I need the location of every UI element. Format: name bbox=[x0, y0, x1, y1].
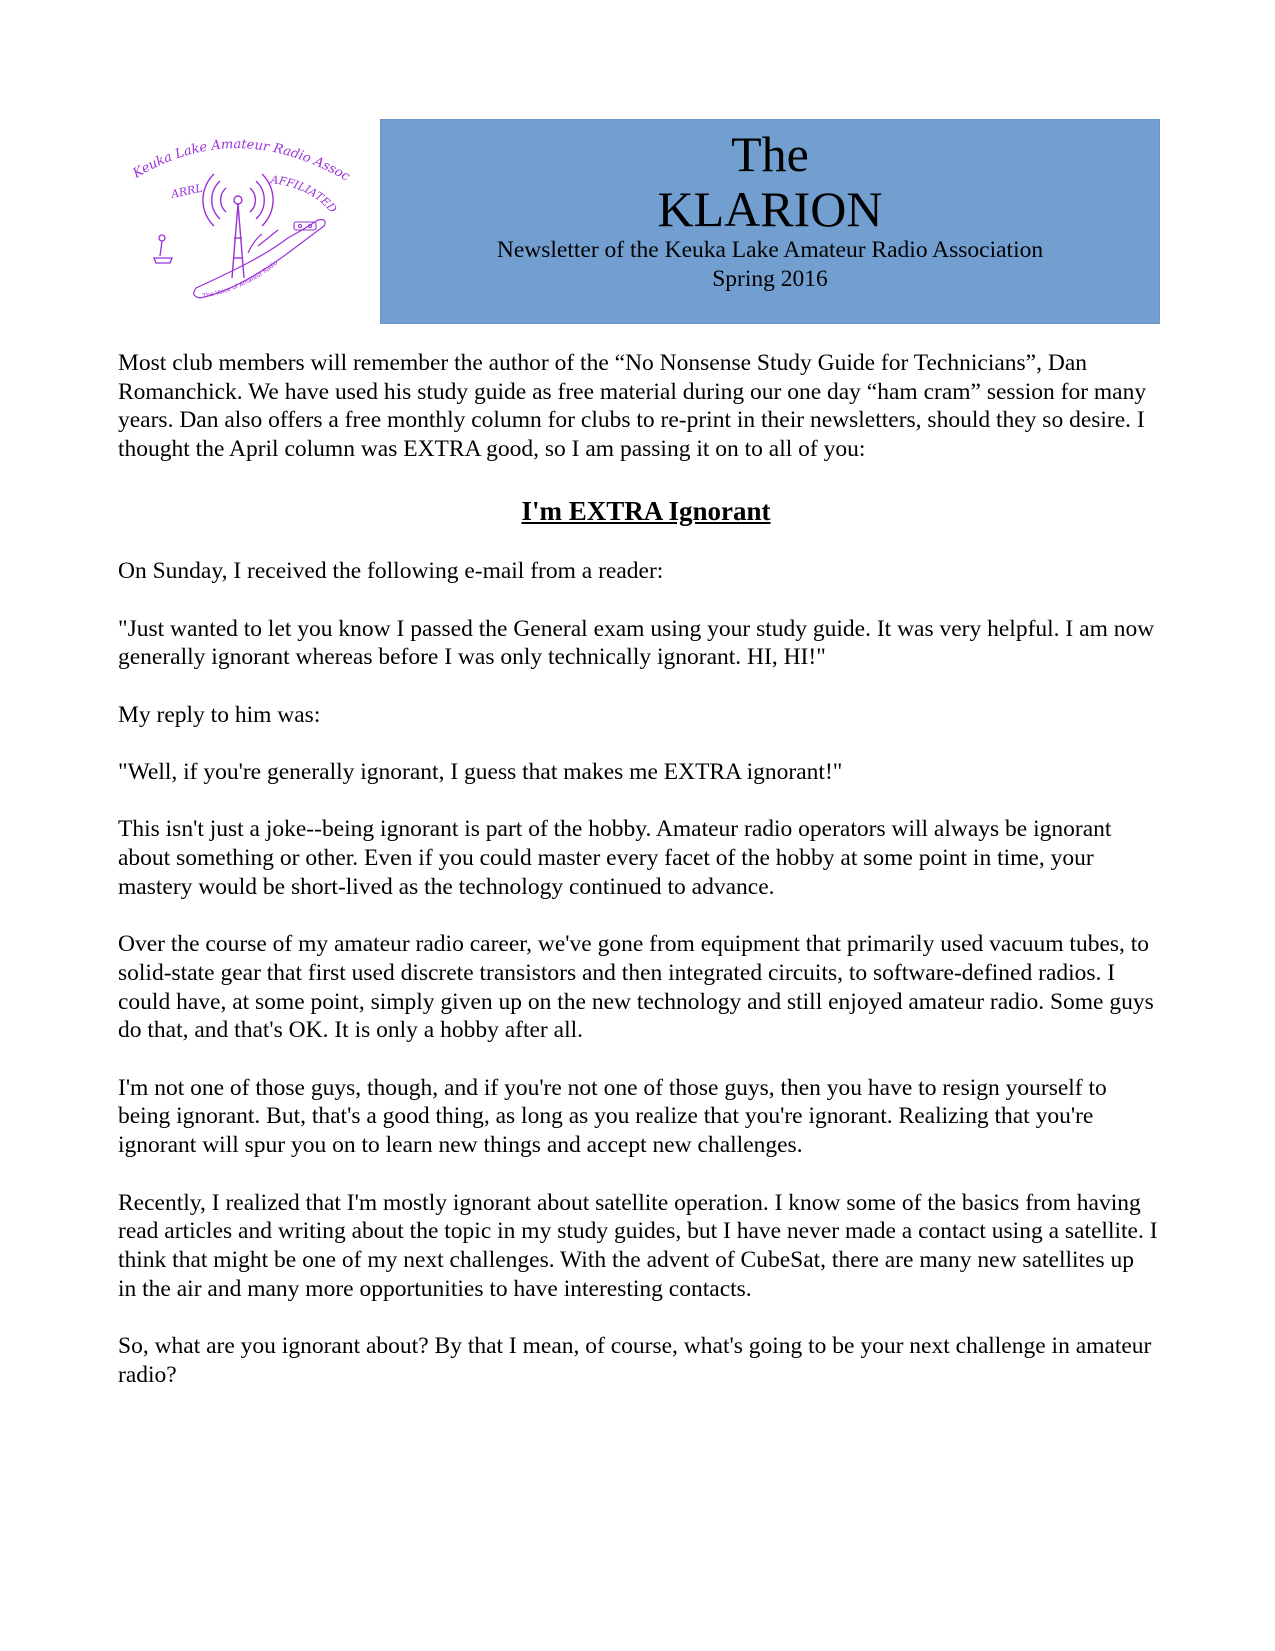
antenna-tower-icon bbox=[203, 174, 273, 278]
logo-affiliated-text: AFFILIATED bbox=[269, 173, 340, 216]
newsletter-body bbox=[118, 349, 1158, 1418]
logo-arrl-text: ARRL bbox=[169, 181, 204, 201]
lake-outline-icon bbox=[194, 220, 325, 298]
article-paragraph: This isn't just a joke--being ignorant is part of the hobby. Amateur radio operators will always be ignorant about something or other. Even if you could master every facet of the hobby at some point in time, your mastery would be short-lived as the technology continued to advance. bbox=[118, 816, 1112, 900]
intro-paragraph: Most club members will remember the author of the “No Nonsense Study Guide for Technicians”, Dan Romanchick. We have used his study guide as free material during our one day “ham cram” session for many years. Dan also offers a free monthly column for clubs to re-print in their newsletters, should they so desire. I thought the April column was EXTRA good, so I am passing it on to all of you: bbox=[118, 350, 1147, 463]
masthead-the: The bbox=[731, 126, 809, 182]
article-paragraph: On Sunday, I received the following e-mail from a reader: bbox=[118, 558, 664, 585]
article-paragraph: Over the course of my amateur radio career, we've gone from equipment that primarily used vacuum tubes, to solid-state gear that first used discrete transistors and then integrated circuits, to software-defined radios. I could have, at some point, simply given up on the new technology and still enjoyed amateur radio. Some guys do that, and that's OK. It is only a hobby after all. bbox=[118, 931, 1154, 1044]
article-paragraph: Recently, I realized that I'm mostly ignorant about satellite operation. I know some of the basics from having read articles and writing about the topic in my study guides, but I have never made a contact using a satellite. I think that might be one of my next challenges. With the advent of CubeSat, there are many new satellites up in the air and many more opportunities to have interesting contacts. bbox=[118, 1189, 1158, 1302]
article-paragraph: My reply to him was: bbox=[118, 701, 321, 728]
masthead-subtitle: Newsletter of the Keuka Lake Amateur Radio Association bbox=[496, 237, 1044, 263]
logo-graphic bbox=[128, 128, 360, 318]
club-logo bbox=[128, 128, 360, 318]
article-paragraph: "Just wanted to let you know I passed the General exam using your study guide. It was very helpful. I am now generally ignorant whereas before I was only technically ignorant. HI, HI!" bbox=[118, 615, 1155, 671]
article-paragraph: So, what are you ignorant about? By that I mean, of course, what's going to be your next challenge in amateur radio? bbox=[118, 1333, 1152, 1388]
logo-arc-text: Keuka Lake Amateur Radio Assoc bbox=[130, 137, 353, 185]
article-paragraph: I'm not one of those guys, though, and if you're not one of those guys, then you have to resign yourself to being ignorant. But, that's a good thing, as long as you realize that you're ignorant. Realizing that you're ignorant will spur you on to learn new things and accept new challenges. bbox=[118, 1074, 1107, 1159]
masthead-season: Spring 2016 bbox=[712, 266, 828, 292]
masthead bbox=[380, 119, 1160, 324]
article-title: I'm EXTRA Ignorant bbox=[521, 495, 771, 526]
telegraph-key-icon bbox=[154, 235, 172, 263]
masthead-title: KLARION bbox=[657, 181, 883, 237]
article-paragraph: "Well, if you're generally ignorant, I guess that makes me EXTRA ignorant!" bbox=[118, 759, 843, 786]
logo-bottom-text: The Voice of Amateur Radio bbox=[202, 259, 280, 300]
